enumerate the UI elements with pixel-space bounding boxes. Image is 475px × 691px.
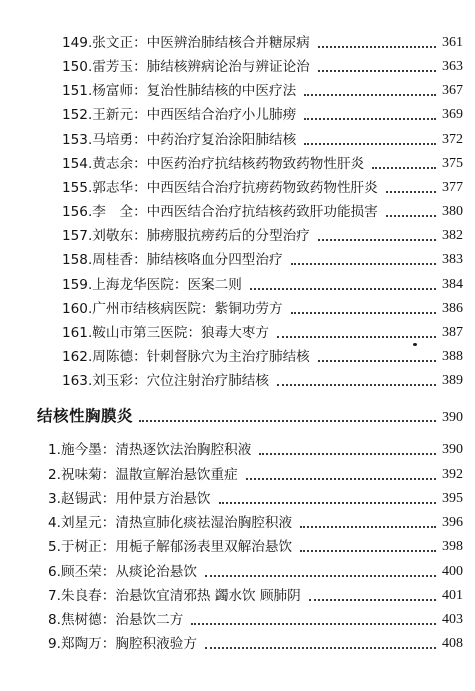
- entry-author: 朱良春: [60, 588, 102, 604]
- toc-entry: [62, 341, 463, 365]
- toc-entry: [48, 507, 463, 531]
- dot-leader: [372, 155, 436, 169]
- entry-title: 肺结核辨病论治与辨证论治: [146, 59, 310, 75]
- toc-entry: [48, 580, 463, 604]
- dot-leader: [246, 466, 436, 480]
- entry-separator: ：: [187, 325, 202, 341]
- dot-leader: [291, 251, 436, 265]
- entry-separator: ：: [101, 442, 116, 458]
- entry-author: 刘敬东: [92, 228, 134, 244]
- entry-number: 8.: [48, 612, 61, 628]
- dot-leader: [191, 611, 436, 625]
- toc-entry: [62, 317, 463, 341]
- entry-page: 392: [442, 467, 463, 482]
- entry-title: 用栀子解郁汤表里双解治悬饮: [115, 539, 293, 555]
- toc-entry: [62, 172, 463, 196]
- entry-separator: ：: [133, 107, 147, 123]
- entry-page: 377: [442, 180, 463, 195]
- entry-separator: ：: [133, 373, 147, 389]
- entry-number: 6.: [48, 564, 61, 580]
- entry-page: 387: [442, 325, 463, 340]
- toc-entry: [62, 269, 463, 293]
- entry-title: 用仲景方治悬饮: [115, 491, 211, 507]
- entry-separator: ：: [101, 612, 116, 628]
- entry-separator: ：: [101, 491, 116, 507]
- entry-page: 361: [442, 35, 463, 50]
- dot-leader: [291, 300, 436, 314]
- entry-separator: ：: [133, 83, 147, 99]
- entry-author: 鞍山市第三医院: [92, 325, 188, 341]
- entry-number: 154.: [62, 156, 93, 172]
- entry-page: 396: [442, 515, 463, 530]
- entry-number: 155.: [62, 180, 93, 196]
- entry-number: 162.: [62, 349, 93, 365]
- toc-entry: [62, 293, 463, 317]
- toc-entry: [62, 51, 463, 75]
- entry-author: 周陈德: [92, 349, 134, 365]
- entry-separator: ：: [133, 349, 147, 365]
- entry-number: 2.: [48, 467, 61, 483]
- entry-author: 施今墨: [60, 442, 102, 458]
- entry-page: 389: [442, 373, 463, 388]
- entry-author: 王新元: [92, 107, 134, 123]
- entry-title: 医案二则: [187, 277, 242, 293]
- entry-page: 375: [442, 156, 463, 171]
- entry-page: 369: [442, 107, 463, 122]
- dot-leader: [219, 490, 436, 504]
- entry-title: 清热逐饮法治胸腔积液: [115, 442, 252, 458]
- dot-leader: [139, 408, 436, 422]
- entry-author: 顾丕荣: [60, 564, 102, 580]
- entry-number: 163.: [62, 373, 93, 389]
- toc-entry: [62, 75, 463, 99]
- entry-separator: ：: [133, 204, 147, 220]
- entry-page: 408: [442, 636, 463, 651]
- entry-title: 紫铜功劳方: [214, 301, 283, 317]
- entry-author: 黄志余: [92, 156, 134, 172]
- entry-page: 403: [442, 612, 463, 627]
- entry-title: 中西医结合治疗抗痨药物致药物性肝炎: [146, 180, 378, 196]
- dot-leader: [300, 538, 436, 552]
- entry-separator: ：: [133, 228, 147, 244]
- entry-author: 赵锡武: [60, 491, 102, 507]
- toc-entry: [48, 604, 463, 628]
- entry-title: 胸腔积液验方: [115, 636, 197, 652]
- entry-number: 153.: [62, 132, 93, 148]
- entry-title: 狼毒大枣方: [201, 325, 269, 341]
- entry-separator: ：: [133, 59, 147, 75]
- section-page: 390: [442, 410, 463, 425]
- entry-author: 刘玉彩: [92, 373, 134, 389]
- entry-separator: ：: [201, 301, 215, 317]
- entry-page: 388: [442, 349, 463, 364]
- toc-entry: [62, 365, 463, 389]
- dot-leader: [277, 324, 436, 338]
- entry-number: 161.: [62, 325, 93, 341]
- entry-number: 156.: [62, 204, 93, 220]
- entry-author: 于树正: [60, 539, 102, 555]
- entry-page: 395: [442, 491, 463, 506]
- entry-page: 382: [442, 228, 463, 243]
- entry-title: 中医药治疗抗结核药物致药物性肝炎: [146, 156, 365, 172]
- entry-title: 治悬饮二方: [115, 612, 184, 628]
- entry-author: 雷芳玉: [92, 59, 134, 75]
- entry-page: 384: [442, 277, 463, 292]
- entry-page: 398: [442, 539, 463, 554]
- entry-page: 372: [442, 132, 463, 147]
- toc-entry: [62, 244, 463, 268]
- entry-number: 157.: [62, 228, 93, 244]
- entry-number: 4.: [48, 515, 61, 531]
- entry-separator: ：: [133, 180, 147, 196]
- entry-author: 张文正: [92, 35, 134, 51]
- entry-number: 159.: [62, 277, 93, 293]
- entry-number: 160.: [62, 301, 93, 317]
- entry-page: 401: [442, 588, 463, 603]
- entry-title: 肺结核咯血分四型治疗: [146, 252, 283, 268]
- entry-number: 7.: [48, 588, 61, 604]
- toc-entry: [62, 220, 463, 244]
- entry-separator: ：: [133, 252, 147, 268]
- entry-page: 363: [442, 59, 463, 74]
- toc-entry: [48, 459, 463, 483]
- entry-separator: ：: [101, 588, 116, 604]
- entry-number: 158.: [62, 252, 93, 268]
- entry-separator: ：: [133, 35, 147, 51]
- dot-leader: [277, 372, 436, 386]
- entry-title: 从痰论治悬饮: [115, 564, 197, 580]
- dot-leader: [259, 441, 436, 455]
- dot-leader: [318, 348, 436, 362]
- dot-leader: [386, 203, 436, 217]
- toc-entry: [62, 99, 463, 123]
- dot-leader: [318, 34, 436, 48]
- entry-number: 3.: [48, 491, 61, 507]
- section-title: 结核性胸膜炎: [37, 407, 134, 425]
- entry-title: 治悬饮宜清邪热 蠲水饮 顾肺阴: [115, 588, 301, 604]
- entry-title: 清热宣肺化痰祛湿治胸腔积液: [115, 515, 293, 531]
- entry-separator: ：: [101, 539, 116, 555]
- entry-number: 5.: [48, 539, 61, 555]
- dot-leader: [304, 106, 436, 120]
- dot-leader: [309, 587, 436, 601]
- dot-leader: [250, 276, 436, 290]
- dot-leader: [304, 131, 436, 145]
- entry-separator: ：: [101, 564, 116, 580]
- entry-title: 复治性肺结核的中医疗法: [146, 83, 297, 99]
- dot-leader: [304, 82, 436, 96]
- entry-page: 380: [442, 204, 463, 219]
- entry-title: 肺痨服抗痨药后的分型治疗: [146, 228, 310, 244]
- dot-leader: [300, 514, 436, 528]
- entry-author: 马培勇: [92, 132, 134, 148]
- entry-number: 1.: [48, 442, 61, 458]
- entry-author: 郑陶万: [60, 636, 102, 652]
- entry-separator: ：: [133, 132, 147, 148]
- entry-author: 祝味菊: [60, 467, 102, 483]
- entry-author: 上海龙华医院: [92, 277, 174, 293]
- toc-entry: [62, 148, 463, 172]
- toc-entry: [62, 196, 463, 220]
- entry-separator: ：: [133, 156, 147, 172]
- entry-separator: ：: [173, 277, 188, 293]
- dot-leader: [386, 179, 436, 193]
- entry-author: 广州市结核病医院: [92, 301, 202, 317]
- entry-page: 390: [442, 442, 463, 457]
- entry-author: 杨富师: [92, 83, 134, 99]
- toc-entry: [48, 434, 463, 458]
- dot-leader: [205, 635, 436, 649]
- toc-entry: [48, 531, 463, 555]
- entry-author: 郭志华: [92, 180, 134, 196]
- entry-author: 周桂香: [92, 252, 134, 268]
- entry-number: 151.: [62, 83, 93, 99]
- entry-title: 穴位注射治疗肺结核: [146, 373, 269, 389]
- toc-entry: [48, 556, 463, 580]
- entry-title: 中药治疗复治涂阳肺结核: [146, 132, 297, 148]
- toc-entry: [48, 628, 463, 652]
- entry-page: 383: [442, 252, 463, 267]
- dot-leader: [318, 227, 436, 241]
- entry-title: 中西医结合治疗抗结核药致肝功能损害: [146, 204, 378, 220]
- toc-entry: [48, 483, 463, 507]
- toc-entry: [62, 27, 463, 51]
- entry-separator: ：: [101, 636, 116, 652]
- dot-leader: [205, 563, 436, 577]
- entry-number: 150.: [62, 59, 93, 75]
- entry-page: 400: [442, 564, 463, 579]
- entry-title: 中医辨治肺结核合并糖尿病: [146, 35, 310, 51]
- entry-title: 针刺督脉穴为主治疗肺结核: [146, 349, 310, 365]
- entry-author: 焦树德: [60, 612, 102, 628]
- dot-leader: [318, 58, 436, 72]
- entry-title: 温散宣解治悬饮重症: [115, 467, 238, 483]
- entry-author: 刘星元: [60, 515, 102, 531]
- entry-separator: ：: [101, 467, 116, 483]
- entry-separator: ：: [101, 515, 116, 531]
- entry-author: 李 全: [92, 204, 134, 220]
- entry-number: 152.: [62, 107, 93, 123]
- toc-entry: [62, 124, 463, 148]
- entry-page: 386: [442, 301, 463, 316]
- entry-number: 149.: [62, 35, 93, 51]
- entry-number: 9.: [48, 636, 61, 652]
- print-speck: [413, 343, 417, 346]
- entry-page: 367: [442, 83, 463, 98]
- section-heading-row: [37, 400, 463, 426]
- entry-title: 中西医结合治疗小儿肺痨: [146, 107, 297, 123]
